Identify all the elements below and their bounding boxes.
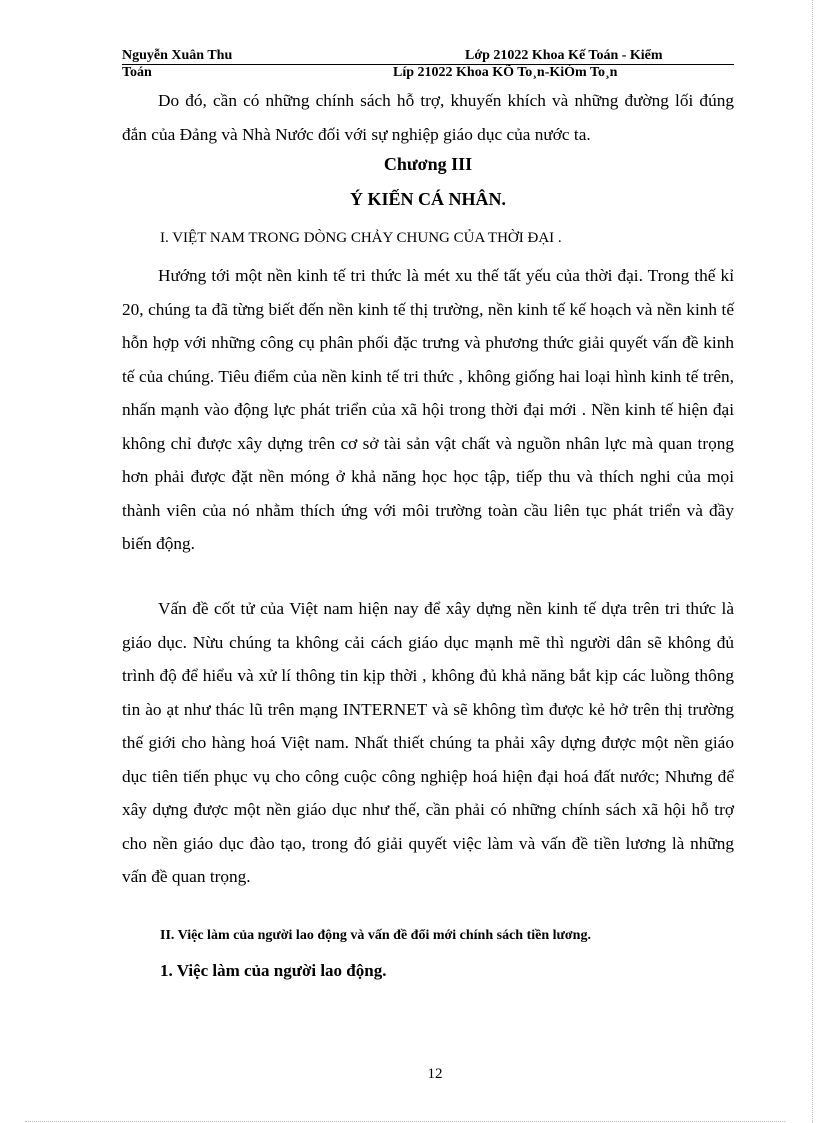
section1-heading: I. VIỆT NAM TRONG DÒNG CHẢY CHUNG CỦA THỜI ĐẠI . [160, 230, 562, 246]
section1-paragraph2-block [122, 592, 734, 894]
header-continuation: Toán [122, 65, 152, 80]
page-right-border [812, 0, 813, 1123]
intro-paragraph-block [122, 84, 734, 151]
section1-paragraph2: Vấn đề cốt tử của Việt nam hiện nay để xây dựng nền kinh tế dựa trên tri thức là giáo dục. Nừu chúng ta không cải cách giáo dục mạnh mẽ thì người dân sẽ không đủ trình độ để hiểu và xử lí thông tin kịp thời , không đủ khả năng bắt kịp các luồng thông tin ào ạt như thác lũ trên mạng INTERNET và sẽ không tìm được kẻ hở trên thị trường thế giới cho hàng hoá Việt nam. Nhất thiết chúng ta phải xây dựng được một nền giáo dục tiên tiến phục vụ cho công cuộc công nghiệp hoá hiện đại hoá đất nước; Nhưng để xây dựng được một nền giáo dục như thế, cần phải có những chính sách xã hội hỗ trợ cho nền giáo dục đào tạo, trong đó giải quyết việc làm và vấn đề tiền lương là những vấn đề quan trọng. [122, 599, 734, 886]
page-bottom-border [25, 1121, 785, 1122]
chapter-subtitle: Ý KIẾN CÁ NHÂN. [349, 189, 506, 209]
page-number: 12 [427, 1066, 443, 1082]
header-class-line2: Líp 21022 Khoa KÕ To¸n-KiÓm To¸n [393, 65, 618, 80]
section1-paragraph1-block [122, 259, 734, 561]
header-class-line1: Lớp 21022 Khoa Kế Toán - Kiểm [465, 48, 663, 63]
section2-subheading: 1. Việc làm của người lao động. [160, 961, 387, 980]
section1-paragraph1: Hướng tới một nền kinh tế tri thức là mét xu thế tất yếu của thời đại. Trong thế kỉ 20, chúng ta đã từng biết đến nền kinh tế thị trường, nền kinh tế kế hoạch và nền kinh tế hỗn hợp với những công cụ phân phối đặc trưng và phương thức giải quyết vấn đề kinh tế của chúng. Tiêu điểm của nền kinh tế tri thức , không giống hai loại hình kinh tế trên, nhấn mạnh vào động lực phát triển của xã hội trong thời đại mới . Nền kinh tế hiện đại không chỉ được xây dựng trên cơ sở tài sản vật chất và nguồn nhân lực mà quan trọng hơn phải được đặt nền móng ở khả năng học học tập, tiếp thu và thích nghi của mọi thành viên của nó nhằm thích ứng với môi trường toàn cầu liên tục phát triển và đầy biến động. [122, 266, 734, 553]
section2-heading: II. Việc làm của người lao động và vấn đề đổi mới chính sách tiền lương. [160, 928, 591, 943]
intro-paragraph: Do đó, cần có những chính sách hỗ trợ, khuyến khích và những đường lối đúng đắn của Đảng và Nhà Nước đối với sự nghiệp giáo dục của nước ta. [122, 91, 734, 144]
header-author: Nguyễn Xuân Thu [122, 48, 233, 63]
chapter-title: Chương III [383, 154, 473, 174]
